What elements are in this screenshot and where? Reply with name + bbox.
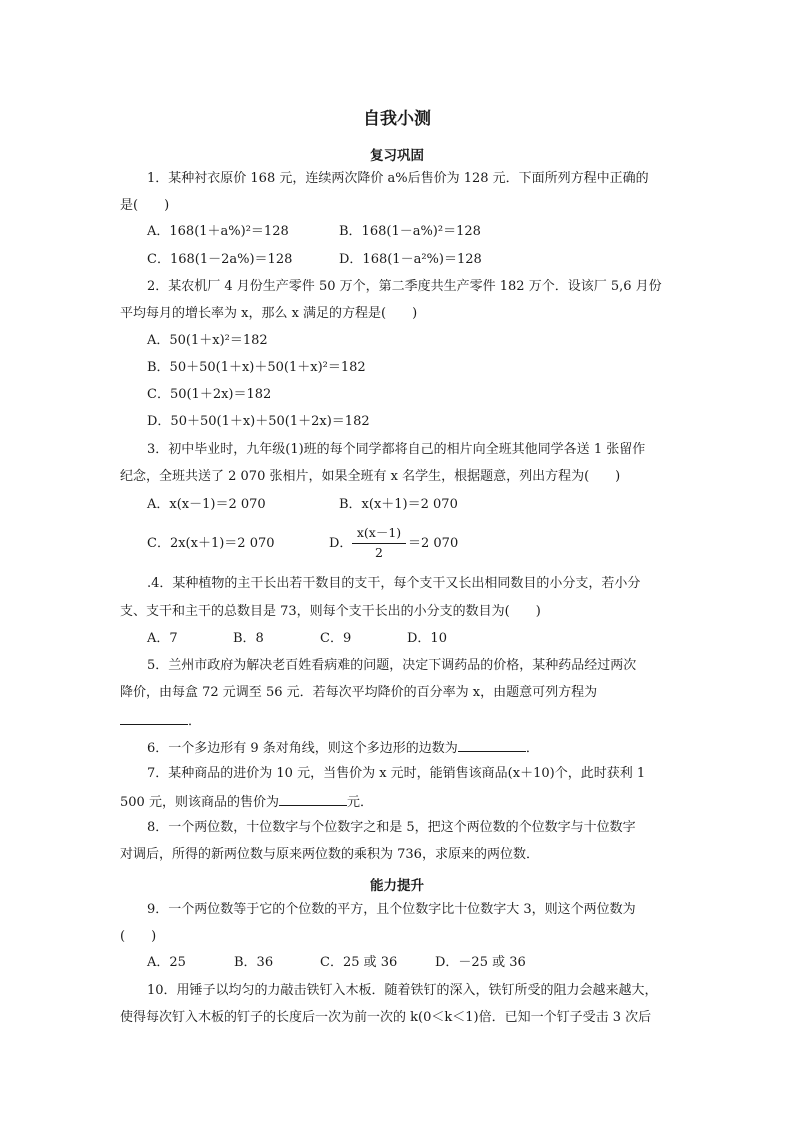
q4-option-a: A．7 <box>147 631 178 646</box>
q4-option-d: D．10 <box>407 631 447 646</box>
q1-option-d: D．168(1－a²%)＝128 <box>339 252 482 267</box>
q7-text-line1: 7．某种商品的进价为 10 元，当售价为 x 元时，能销售该商品(x＋10)个，此时获利 1 <box>147 766 646 781</box>
q7-answer-blank[interactable] <box>279 791 347 806</box>
q8-text-line2: 对调后，所得的新两位数与原来两位数的乘积为 736，求原来的两位数． <box>120 847 539 862</box>
section-review-heading: 复习巩固 <box>370 148 424 164</box>
q3-option-a: A．x(x－1)＝2 070 <box>147 497 266 512</box>
q2-text-line1: 2．某农机厂 4 月份生产零件 50 万个，第二季度共生产零件 182 万个．设该厂 5,6 月份 <box>147 279 662 294</box>
q10-text-line1: 10．用锤子以均匀的力敲击铁钉入木板．随着铁钉的深入，铁钉所受的阻力会越来越大， <box>147 983 658 998</box>
q6-answer-blank[interactable] <box>458 737 526 752</box>
q3-option-b: B．x(x＋1)＝2 070 <box>339 497 458 512</box>
q2-option-a: A．50(1＋x)²＝182 <box>147 333 268 348</box>
q1-option-c: C．168(1－2a%)＝128 <box>147 252 293 267</box>
q9-option-b: B．36 <box>234 955 274 970</box>
q4-text-line2: 支、支干和主干的总数目是 73，则每个支干长出的小分支的数目为( ) <box>120 604 541 619</box>
q9-text-line1: 9．一个两位数等于它的个位数的平方，且个位数字比十位数字大 3，则这个两位数为 <box>147 902 636 917</box>
q9-option-d: D．－25 或 36 <box>435 955 526 970</box>
q1-text-line2: 是( ) <box>120 198 170 213</box>
section-ability-heading: 能力提升 <box>370 878 424 894</box>
q8-text-line1: 8．一个两位数，十位数字与个位数字之和是 5，把这个两位数的个位数字与十位数字 <box>147 820 636 835</box>
page-title: 自我小测 <box>363 109 431 129</box>
fraction-numerator: x(x－1) <box>352 524 406 544</box>
q5-answer-blank[interactable] <box>120 710 188 725</box>
q1-option-a: A．168(1＋a%)²＝128 <box>147 224 289 239</box>
q4-text-line1: .4．某种植物的主干长出若干数目的支干，每个支干又长出相同数目的小分支，若小分 <box>147 576 641 591</box>
q3-option-d-label: D． <box>329 536 353 551</box>
q3-text-line2: 纪念，全班共送了 2 070 张相片，如果全班有 x 名学生，根据题意，列出方程为( ) <box>120 469 621 484</box>
q3-option-d-rest: ＝2 070 <box>408 536 459 551</box>
q10-text-line2: 使得每次钉入木板的钉子的长度后一次为前一次的 k(0＜k＜1)倍．已知一个钉子受击 3 次后 <box>120 1010 652 1025</box>
q5-text-line1: 5．兰州市政府为解决老百姓看病难的问题，决定下调药品的价格，某种药品经过两次 <box>147 658 637 673</box>
q5-text-line2: 降价，由每盒 72 元调至 56 元．若每次平均降价的百分率为 x，由题意可列方程为 <box>120 685 598 700</box>
q1-option-b: B．168(1－a%)²＝128 <box>339 224 481 239</box>
q4-option-b: B．8 <box>233 631 264 646</box>
q9-option-c: C．25 或 36 <box>320 955 398 970</box>
q3-option-d-fraction <box>352 524 406 562</box>
q2-text-line2: 平均每月的增长率为 x，那么 x 满足的方程是( ) <box>120 306 418 321</box>
q2-option-b: B．50＋50(1＋x)＋50(1＋x)²＝182 <box>147 360 366 375</box>
q5-answer-line: ． <box>120 710 201 732</box>
q9-text-line2: ( ) <box>120 929 157 944</box>
q6-text: 6．一个多边形有 9 条对角线，则这个多边形的边数为 ． <box>147 737 539 759</box>
q7-text-line2: 500 元，则该商品的售价为 元． <box>120 791 373 813</box>
q1-text-line1: 1．某种衬衣原价 168 元，连续两次降价 a%后售价为 128 元．下面所列方程中正确的 <box>147 171 649 186</box>
fraction-denominator: 2 <box>375 545 383 560</box>
q2-option-c: C．50(1＋2x)＝182 <box>147 387 272 402</box>
q2-option-d: D．50＋50(1＋x)＋50(1＋2x)＝182 <box>147 414 370 429</box>
q9-option-a: A．25 <box>147 955 186 970</box>
q4-option-c: C．9 <box>320 631 352 646</box>
q3-option-c: C．2x(x＋1)＝2 070 <box>147 536 275 551</box>
q3-text-line1: 3．初中毕业时，九年级(1)班的每个同学都将自己的相片向全班其他同学各送 1 张留作 <box>147 442 646 457</box>
